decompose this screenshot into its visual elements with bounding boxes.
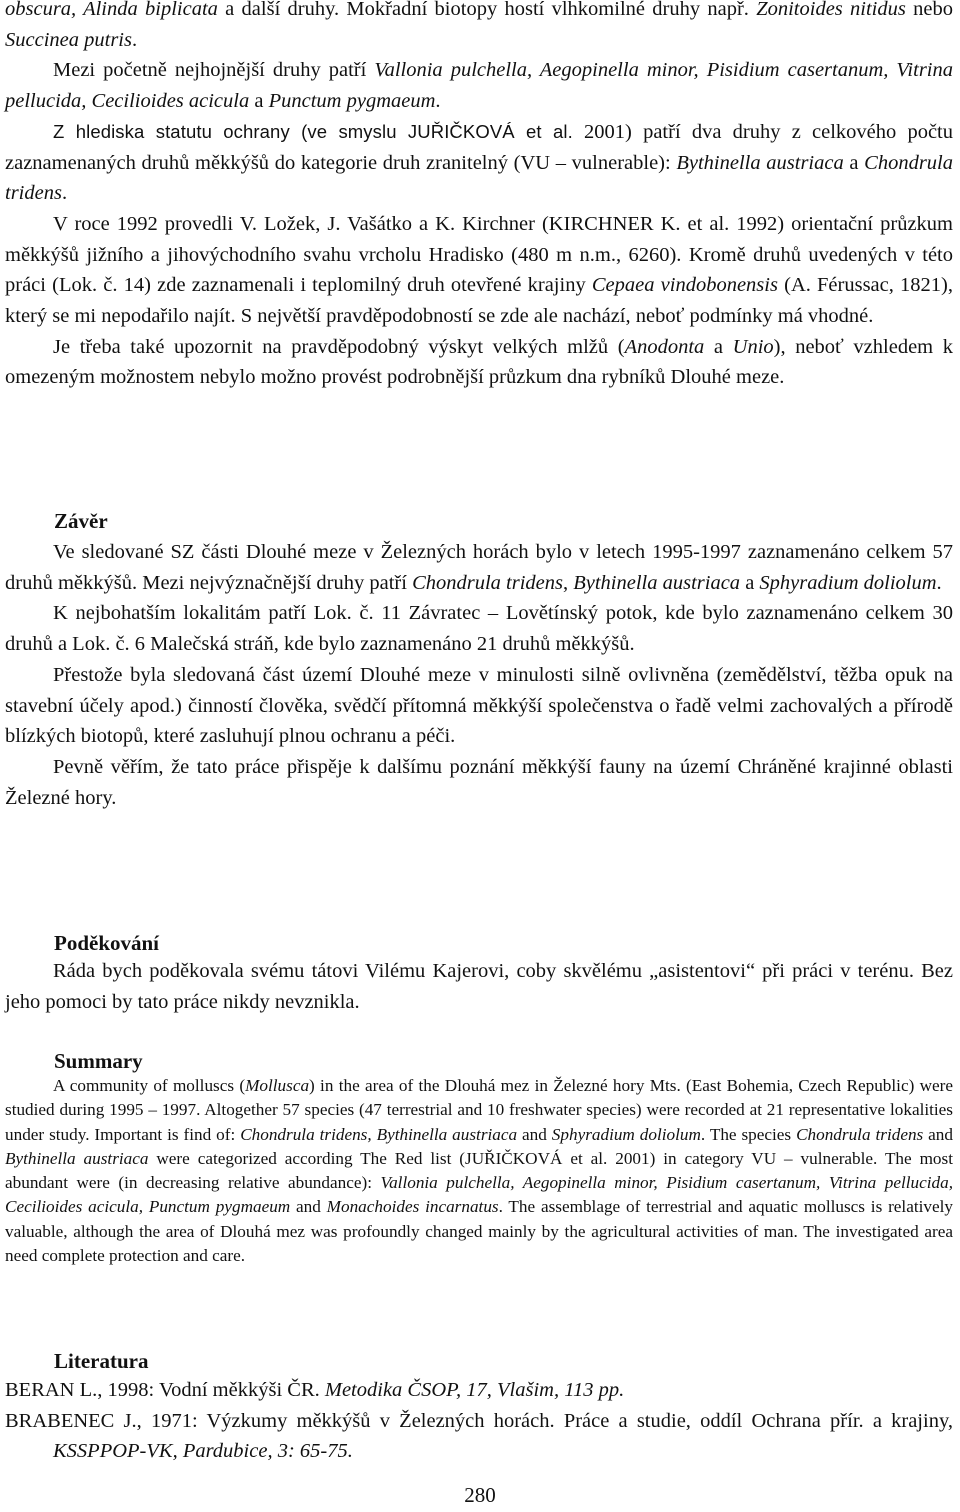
italic-run: Chondrula tridens: [796, 1124, 924, 1144]
page-number: 280: [464, 1483, 496, 1507]
text-run: and: [290, 1197, 327, 1217]
text-run: Pevně věřím, že tato práce přispěje k dalšímu poznání měkkýší fauny na území Chráněné krajinné oblasti Železné hory.: [5, 755, 953, 809]
text-run: Ráda bych poděkovala svému tátovi Vilému Kajerovi, coby skvělému „asistentovi“ při práci v terénu. Bez jeho pomoci by tato práce nikdy nevznikla.: [5, 960, 953, 1013]
italic-run: Mollusca: [245, 1076, 310, 1095]
italic-run: Vallonia pulchella, Aegopinella minor, Pisidium casertanum, Vitrina pellucida, Cecilioides acicula: [5, 59, 953, 113]
summary-heading: Summary: [54, 1049, 143, 1073]
italic-run: Chondrula tridens: [5, 151, 953, 205]
italic-run: Sphyradium doliolum: [759, 571, 937, 594]
reference-entry: [5, 1406, 953, 1467]
zaver-paragraph-2: [5, 598, 953, 659]
text-run: A community of molluscs (: [53, 1076, 246, 1095]
text-run: nebo: [905, 0, 953, 20]
italic-run: Punctum pygmaeum: [268, 90, 436, 113]
italic-run: Chondrula tridens: [412, 571, 563, 594]
intro-paragraph-4: [5, 209, 953, 332]
intro-section: [5, 0, 953, 393]
text-run: Přestože byla sledovaná část území Dlouhé meze v minulosti silně ovlivněna (zemědělství, těžba opuk na stavební účely apod.) činností člověka, svědčí přítomná měkkýší společenstva o řadě velmi zachovalých a přírodě blízkých biotopů, které zasluhují plnou ochranu a péči.: [5, 663, 953, 748]
zaver-heading: Závěr: [54, 509, 108, 533]
intro-paragraph-2: [5, 55, 953, 116]
summary-paragraph: [5, 1074, 953, 1268]
italic-run: Chondrula tridens, Bythinella austriaca: [240, 1124, 518, 1144]
text-run: a další druhy. Mokřadní biotopy hostí vlhkomilné druhy např.: [217, 0, 757, 20]
literatura-heading: Literatura: [54, 1349, 149, 1373]
italic-run: Cepaea vindobonensis: [591, 274, 778, 297]
zaver-paragraph-1: [5, 537, 953, 598]
text-run: a: [249, 90, 269, 113]
italic-run: obscura, Alinda biplicata: [5, 0, 218, 20]
intro-paragraph-3: [5, 117, 953, 209]
text-run: ) in the area of the Dlouhá mez in Železné hory Mts. (East Bohemia, Czech Republic) were studied during 1995 – 1997. Altogether 57 species (47 terrestrial and 10 freshwater species) were recorded at 21 representative lokalities under study. Important is find of:: [5, 1076, 953, 1144]
text-run: ,: [562, 571, 574, 594]
text-run: a: [740, 571, 760, 594]
italic-run: Bythinella austriaca: [676, 151, 844, 174]
text-run: BRABENEC J., 1971: Výzkumy měkkýšů v Železných horách. Práce a studie, oddíl Ochrana přír. a krajiny,: [5, 1409, 953, 1432]
italic-run: Sphyradium doliolum: [551, 1124, 701, 1144]
podekovani-heading: Poděkování: [54, 931, 160, 955]
zaver-section: [5, 537, 953, 813]
italic-run: Bythinella austriaca: [573, 571, 741, 594]
text-run: .: [61, 182, 68, 205]
text-run: (A. Férussac, 1821), který se mi nepodařilo najít. S největší pravděpodobností se zde ale nachází, neboť podmínky má vhodné.: [5, 274, 953, 328]
text-run: Je třeba také upozornit na pravděpodobný výskyt velkých mlžů (: [53, 335, 625, 358]
summary-section: [5, 1074, 953, 1268]
text-run: Mezi početně nejhojnější druhy patří: [53, 59, 375, 82]
italic-run: KSSPPOP-VK, Pardubice, 3: 65-75.: [53, 1440, 353, 1462]
text-run: ), neboť vzhledem k omezeným možnostem nebylo možno provést podrobnější průzkum dna rybníků Dlouhé meze.: [5, 335, 953, 389]
text-run: and: [517, 1124, 552, 1144]
italic-run: Bythinella austriaca: [5, 1148, 149, 1168]
text-run: . The assemblage of terrestrial and aquatic molluscs is relatively valuable, although the area of Dlouhá mez was profoundly changed mainly by the agricultural activities of man. The investigated area need complete protection and care.: [5, 1197, 953, 1266]
intro-paragraph-5: [5, 332, 953, 393]
italic-run: Succinea putris: [5, 28, 132, 51]
italic-run: Monachoides incarnatus: [326, 1197, 499, 1217]
text-run: were categorized according The Red list (JUŘIČKOVÁ et al. 2001) in category VU – vulnerable. The most abundant were (in decreasing relative abundance):: [5, 1148, 953, 1193]
text-run: 2001) patří dva druhy z celkového počtu zaznamenaných druhů měkkýšů do kategorie druh zranitelný (VU – vulnerable):: [5, 120, 953, 174]
sans-run: Z hlediska statutu ochrany (ve smyslu JUŘIČKOVÁ et al.: [53, 120, 573, 142]
text-run: V roce 1992 provedli V. Ložek, J. Vašátko a K. Kirchner (KIRCHNER K. et al. 1992) orientační průzkum měkkýšů jižního a jihovýchodního svahu vrcholu Hradisko (480 m n.m., 6260). Kromě druhů uvedených v této práci (Lok. č. 14) zde zaznamenali i teplomilný druh otevřené krajiny: [5, 212, 953, 297]
italic-run: Vallonia pulchella, Aegopinella minor, Pisidium casertanum, Vitrina pellucida, Cecilioides acicula, Punctum pygmaeum: [5, 1173, 954, 1217]
text-run: .: [936, 571, 942, 594]
zaver-paragraph-4: [5, 752, 953, 813]
text-run: a: [843, 151, 865, 174]
text-run: .: [131, 28, 138, 51]
references-list: [5, 1375, 953, 1467]
italic-run: Anodonta: [624, 335, 705, 358]
text-run: a: [704, 335, 733, 358]
podekovani-section: [5, 956, 953, 1017]
reference-entry: [5, 1375, 953, 1406]
text-run: and: [923, 1124, 953, 1144]
italic-run: Zonitoides nitidus: [756, 0, 906, 20]
text-run: .: [435, 90, 441, 113]
text-run: BERAN L., 1998: Vodní měkkýši ČR.: [5, 1379, 325, 1401]
podekovani-paragraph: [5, 956, 953, 1017]
zaver-paragraph-3: [5, 660, 953, 752]
text-run: K nejbohatším lokalitám patří Lok. č. 11 Závratec – Lovětínský potok, kde bylo zaznamenáno celkem 30 druhů a Lok. č. 6 Malečská stráň, kde bylo zaznamenáno 21 druhů měkkýšů.: [5, 602, 953, 656]
text-run: . The species: [700, 1124, 797, 1144]
italic-run: Unio: [732, 335, 774, 358]
intro-paragraph-1: [5, 0, 953, 55]
text-run: Ve sledované SZ části Dlouhé meze v Železných horách bylo v letech 1995-1997 zaznamenáno celkem 57 druhů měkkýšů. Mezi nejvýznačnější druhy patří: [5, 541, 953, 594]
italic-run: Metodika ČSOP, 17, Vlašim, 113 pp.: [324, 1379, 625, 1401]
